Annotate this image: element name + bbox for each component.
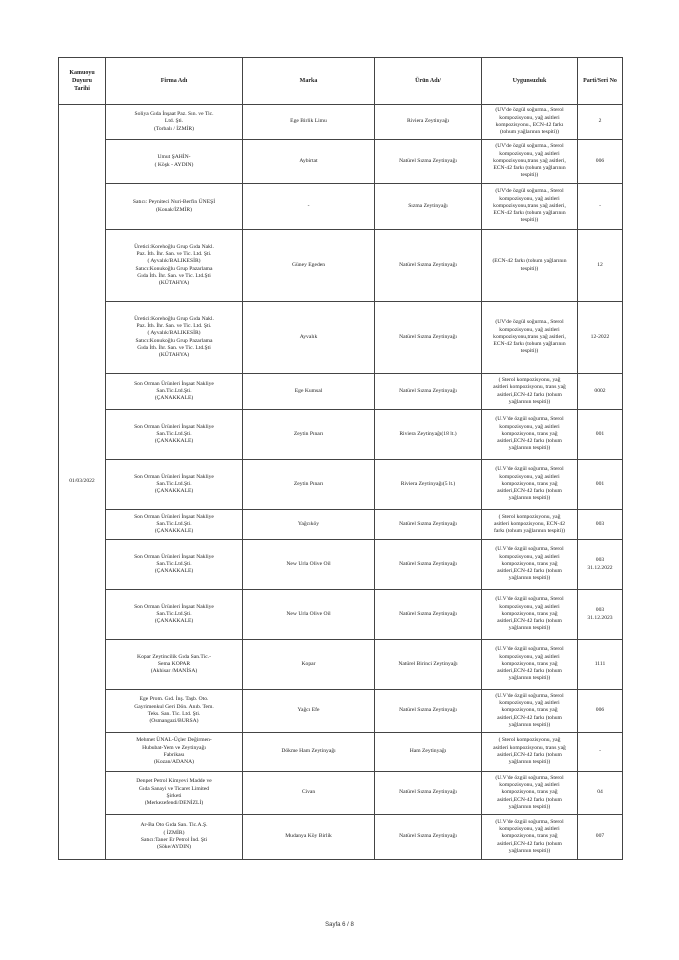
product-cell — [375, 815, 482, 860]
lot-text: 006 — [595, 707, 605, 714]
company-text: Kopar Zeytincilik Gıda San.Tic.- Sema KOPAR (Akhisar /MANİSA) — [137, 653, 211, 675]
header-date: Kamuoyu Duyuru Tarihi — [59, 58, 106, 105]
product-text: Natürel Sızma Zeytinyağı — [399, 707, 457, 714]
lot-cell — [578, 374, 623, 410]
product-cell — [375, 510, 482, 540]
product-text: Natürel Birinci Zeytinyağı — [398, 660, 458, 667]
compliance-text: (U.V'de özgül soğurma, Sterol kompozisyonu, yağ asitleri kompozisyonu, trans yağ asitleri,ECN-42 farkı (tohum yağlarının tespiti)) — [495, 646, 564, 682]
brand-cell — [243, 510, 375, 540]
brand-text: Yağcı Efe — [297, 707, 320, 714]
compliance-cell — [482, 302, 578, 374]
table-row — [59, 230, 623, 302]
product-cell — [375, 140, 482, 184]
product-text: Natürel Sızma Zeytinyağı — [399, 157, 457, 164]
lot-cell — [578, 772, 623, 815]
product-cell — [375, 590, 482, 640]
table-header-row — [59, 58, 623, 105]
table-row — [59, 105, 623, 140]
product-cell — [375, 640, 482, 690]
company-text: Ege Prom. Gıd. İnş. Taşb. Oto. Gayrimenkul Geri Dön. Anıb. Tem. Teks. San. Tic. Ltd. Şti. (Osmangazi/BURSA) — [134, 696, 214, 725]
product-cell — [375, 184, 482, 230]
lot-text: 12 — [597, 261, 603, 268]
company-text: Üretici:Korehoğlu Grup Gıda Nakl. Paz. İth. İhr. San. ve Tic. Ltd. Şti. ( Ayvalık/BALIKESİR) Satıcı:Konukoğlu Grup Pazarlama Gıda İth. İhr. San. ve Tic. Ltd.Şti (KÜTAHYA) — [134, 315, 214, 359]
compliance-text: ( Sterol kompozisyonu, yağ asitleri kompozisyonu, trans yağ asitleri,ECN-42 farkı (tohum yağlarının tespiti)) — [493, 376, 566, 405]
brand-cell — [243, 815, 375, 860]
product-cell — [375, 374, 482, 410]
compliance-text: (ECN-42 farkı (tohum yağlarının tespiti)) — [492, 258, 567, 272]
brand-text: Zeytin Pınarı — [293, 480, 324, 487]
lot-cell — [578, 302, 623, 374]
brand-cell — [243, 184, 375, 230]
lot-cell — [578, 184, 623, 230]
brand-text: New Urla Olive Oil — [286, 610, 331, 617]
company-cell — [106, 374, 243, 410]
table-row — [59, 690, 623, 733]
product-text: Sızma Zeytinyağı — [408, 202, 448, 209]
product-text: Natürel Sızma Zeytinyağı — [399, 261, 457, 268]
product-cell — [375, 302, 482, 374]
table-row — [59, 640, 623, 690]
compliance-text: (U.V'de özgül soğurma, Sterol kompozisyonu, yağ asitleri kompozisyonu, trans yağ asitleri,ECN-42 farkı (tohum yağlarının tespiti)) — [495, 774, 564, 810]
product-cell — [375, 690, 482, 733]
product-text: Riviera Zeytinyağı(18 lt.) — [399, 430, 457, 437]
lot-text: 04 — [597, 789, 603, 796]
company-cell — [106, 640, 243, 690]
compliance-cell — [482, 140, 578, 184]
compliance-cell — [482, 590, 578, 640]
table-row — [59, 302, 623, 374]
lot-text: - — [599, 748, 601, 755]
company-text: Son Orman Ürünleri İnşaat Nakliye San.Tic.Ltd.Şti. (ÇANAKKALE) — [134, 513, 214, 535]
brand-text: Ayvalık — [299, 333, 318, 340]
lot-text: 0002 — [594, 387, 606, 394]
table-row — [59, 510, 623, 540]
company-cell — [106, 510, 243, 540]
product-text: Natürel Sızma Zeytinyağı — [399, 387, 457, 394]
product-text: Riviera Zeytinyağı(5 lt.) — [400, 480, 456, 487]
brand-text: - — [307, 202, 310, 209]
brand-text: Mudanya Köy Birlik — [285, 833, 332, 840]
compliance-cell — [482, 410, 578, 460]
brand-cell — [243, 590, 375, 640]
lot-text: 003 31.12.2023 — [587, 607, 613, 621]
brand-cell — [243, 230, 375, 302]
header-company: Firma Adı — [106, 58, 243, 105]
compliance-text: (U.V'de özgül soğurma, Sterol kompozisyonu, yağ asitleri kompozisyonu, trans yağ asitleri,ECN-42 farkı (tohum yağlarının tespiti)) — [495, 692, 564, 728]
brand-text: Güney Egeden — [291, 261, 326, 268]
brand-cell — [243, 374, 375, 410]
company-text: Son Orman Ürünleri İnşaat Nakliye San.Tic.Ltd.Şti. (ÇANAKKALE) — [134, 380, 214, 402]
company-text: Satıcı: Peyniteci Nuri-Berfin ÜNEŞİ (Konak/İZMİR) — [132, 199, 216, 213]
compliance-cell — [482, 510, 578, 540]
product-text: Natürel Sızma Zeytinyağı — [399, 520, 457, 527]
compliance-cell — [482, 105, 578, 140]
company-cell — [106, 105, 243, 140]
lot-cell — [578, 540, 623, 590]
company-cell — [106, 460, 243, 510]
header-brand: Marka — [243, 58, 375, 105]
compliance-text: (U.V'de özgül soğurma, Sterol kompozisyonu, yağ asitleri kompozisyonu, trans yağ asitleri,ECN-42 farkı (tohum yağlarının tespiti)) — [495, 818, 564, 854]
lot-text: 007 — [595, 833, 605, 840]
company-text: Son Orman Ürünleri İnşaat Nakliye San.Tic.Ltd.Şti. (ÇANAKKALE) — [134, 603, 214, 625]
table-row — [59, 772, 623, 815]
product-text: Natürel Sızma Zeytinyağı — [399, 833, 457, 840]
product-text: Natürel Sızma Zeytinyağı — [399, 333, 457, 340]
company-cell — [106, 590, 243, 640]
company-text: Umut ŞAHİN- ( Köşk - AYDIN) — [154, 154, 194, 168]
lot-cell — [578, 690, 623, 733]
product-text: Natürel Sızma Zeytinyağı — [399, 560, 457, 567]
announcement-date: 01/03/2022 — [69, 478, 95, 485]
brand-text: New Urla Olive Oil — [286, 560, 331, 567]
lot-text: 003 — [595, 520, 605, 527]
lot-cell — [578, 815, 623, 860]
lot-text: 003 31.12.2022 — [587, 557, 613, 571]
product-text: Riviera Zeytinyağı — [406, 118, 450, 125]
lot-cell — [578, 460, 623, 510]
brand-cell — [243, 690, 375, 733]
lot-text: 1111 — [594, 660, 606, 667]
company-text: Üretici:Korehoğlu Grup Gıda Nakl. Paz. İth. İhr. San. ve Tic. Ltd. Şti. ( Ayvalık/BALIKESİR) Satıcı:Konukoğlu Grup Pazarlama Gıda İth. İhr. San. ve Tic. Ltd.Şti (KÜTAHYA) — [134, 243, 214, 287]
company-cell — [106, 690, 243, 733]
company-cell — [106, 733, 243, 772]
product-cell — [375, 410, 482, 460]
company-cell — [106, 815, 243, 860]
table-row — [59, 460, 623, 510]
product-cell — [375, 460, 482, 510]
brand-cell — [243, 460, 375, 510]
header-product: Ürün Adı/ — [375, 58, 482, 105]
brand-text: Zeytin Pınarı — [293, 430, 324, 437]
company-cell — [106, 410, 243, 460]
lot-cell — [578, 590, 623, 640]
brand-text: Ege Birlik Limu — [290, 118, 327, 125]
product-cell — [375, 105, 482, 140]
compliance-cell — [482, 733, 578, 772]
lot-text: 006 — [595, 157, 605, 164]
compliance-text: ( Sterol kompozisyonu, yağ asitleri kompozisyonu, trans yağ asitleri,ECN-42 farkı (tohum yağlarının tespiti)) — [493, 737, 566, 766]
compliance-cell — [482, 374, 578, 410]
brand-text: Ege Kumsal — [294, 387, 323, 394]
brand-text: Dökme Ham Zeytinyağı — [281, 748, 336, 755]
company-cell — [106, 184, 243, 230]
company-text: Son Orman Ürünleri İnşaat Nakliye San.Tic.Ltd.Şti. (ÇANAKKALE) — [134, 423, 214, 445]
compliance-cell — [482, 184, 578, 230]
company-text: Son Orman Ürünleri İnşaat Nakliye San.Tic.Ltd.Şti. (ÇANAKKALE) — [134, 473, 214, 495]
product-text: Natürel Sızma Zeytinyağı — [399, 789, 457, 796]
company-cell — [106, 302, 243, 374]
compliance-cell — [482, 230, 578, 302]
compliance-cell — [482, 815, 578, 860]
lot-cell — [578, 140, 623, 184]
lot-cell — [578, 733, 623, 772]
compliance-cell — [482, 460, 578, 510]
product-cell — [375, 540, 482, 590]
compliance-cell — [482, 772, 578, 815]
brand-text: Yağcıköy — [297, 520, 320, 527]
announcement-table — [58, 57, 623, 860]
compliance-text: ( Sterol kompozisyonu, yağ asitleri kompozisyonu, ECN-42 farkı (tohum yağlarının tespiti)) — [493, 513, 565, 535]
header-compliance: Uygunsuzluk — [482, 58, 578, 105]
header-lot: Parti/Seri No — [578, 58, 623, 105]
table-row — [59, 815, 623, 860]
brand-cell — [243, 410, 375, 460]
lot-text: 12-2022 — [590, 333, 610, 340]
product-text: Natürel Sızma Zeytinyağı — [399, 610, 457, 617]
brand-cell — [243, 540, 375, 590]
company-cell — [106, 230, 243, 302]
company-cell — [106, 540, 243, 590]
table-row — [59, 140, 623, 184]
compliance-text: (UV'de özgül soğurma., Sterol kompozisyonu, yağ asitleri kompozisyonu., ECN-42 farkı (tohum yağlarının tespiti)) — [495, 107, 564, 136]
table-row — [59, 374, 623, 410]
product-cell — [375, 733, 482, 772]
compliance-text: (U.V'de özgül soğurma, Sterol kompozisyonu, yağ asitleri kompozisyonu, trans yağ asitleri,ECN-42 farkı (tohum yağlarının tespiti)) — [495, 596, 564, 632]
lot-text: 001 — [595, 480, 605, 487]
brand-cell — [243, 640, 375, 690]
table-row — [59, 184, 623, 230]
lot-text: 001 — [595, 430, 605, 437]
company-text: Denpet Petrol Kimyevi Madde ve Gıda Sanayi ve Ticaret Limited Şirketi (Merkezefendi/DENİZLİ) — [136, 778, 212, 807]
compliance-cell — [482, 540, 578, 590]
product-text: Ham Zeytinyağı — [409, 748, 447, 755]
compliance-text: (UV'de özgül soğurma., Sterol kompozisyonu, yağ asitleri kompozisyonu,trans yağ asitleri, ECN-42 farkı (tohum yağlarının tespiti)) — [493, 143, 566, 179]
lot-cell — [578, 105, 623, 140]
lot-cell — [578, 640, 623, 690]
company-text: Mehmet ÜNAL-Üçler Değirmen- Hububat-Yem ve Zeytinyağı Fabrikası (Kozan/ADANA) — [136, 737, 212, 766]
page-number: Sayfa 6 / 8 — [325, 922, 354, 928]
compliance-text: (UV'de özgül soğurma., Sterol kompozisyonu, yağ asitleri kompozisyonu,trans yağ asitleri, ECN-42 farkı (tohum yağlarının tespiti)) — [493, 319, 566, 355]
company-text: Soliya Gıda İnşaat Paz. Sın. ve Tic. Ltd. Şti. (Torbalı / İZMİR) — [134, 111, 214, 132]
table-row — [59, 733, 623, 772]
compliance-text: (U.V'de özgül soğurma, Sterol kompozisyonu, yağ asitleri kompozisyonu, trans yağ asitleri,ECN-42 farkı (tohum yağlarının tespiti)) — [495, 416, 564, 452]
brand-text: Kopar — [301, 660, 316, 667]
company-cell — [106, 772, 243, 815]
lot-cell — [578, 510, 623, 540]
announcement-date-cell — [59, 105, 106, 860]
table-row — [59, 540, 623, 590]
brand-cell — [243, 302, 375, 374]
brand-text: Aybirtat — [299, 157, 318, 164]
lot-text: - — [599, 202, 601, 209]
compliance-text: (U.V'de özgül soğurma, Sterol kompozisyonu, yağ asitleri kompozisyonu, trans yağ asitleri,ECN-42 farkı (tohum yağlarının tespiti)) — [495, 546, 564, 582]
brand-cell — [243, 140, 375, 184]
product-cell — [375, 772, 482, 815]
table-row — [59, 410, 623, 460]
compliance-text: (U.V'de özgül soğurma, Sterol kompozisyonu, yağ asitleri kompozisyonu, trans yağ asitleri,ECN-42 farkı (tohum yağlarının tespiti)) — [495, 466, 564, 502]
company-text: Ar-Ba Oto Gıda San. Tic.A.Ş. ( İZMİR) Satıcı:Taner Er Petrol İnd. Şti (Söke/AYDIN) — [140, 822, 208, 851]
company-cell — [106, 140, 243, 184]
brand-text: Civan — [301, 789, 316, 796]
product-cell — [375, 230, 482, 302]
compliance-cell — [482, 640, 578, 690]
lot-cell — [578, 410, 623, 460]
brand-cell — [243, 772, 375, 815]
company-text: Son Orman Ürünleri İnşaat Nakliye San.Tic.Ltd.Şti. (ÇANAKKALE) — [134, 553, 214, 575]
compliance-cell — [482, 690, 578, 733]
compliance-text: (UV'de özgül soğurma., Sterol kompozisyonu, yağ asitleri kompozisyonu,trans yağ asitleri, ECN-42 farkı (tohum yağlarının tespiti)) — [493, 188, 566, 224]
brand-cell — [243, 733, 375, 772]
brand-cell — [243, 105, 375, 140]
table-row — [59, 590, 623, 640]
lot-text: 2 — [598, 118, 602, 125]
lot-cell — [578, 230, 623, 302]
